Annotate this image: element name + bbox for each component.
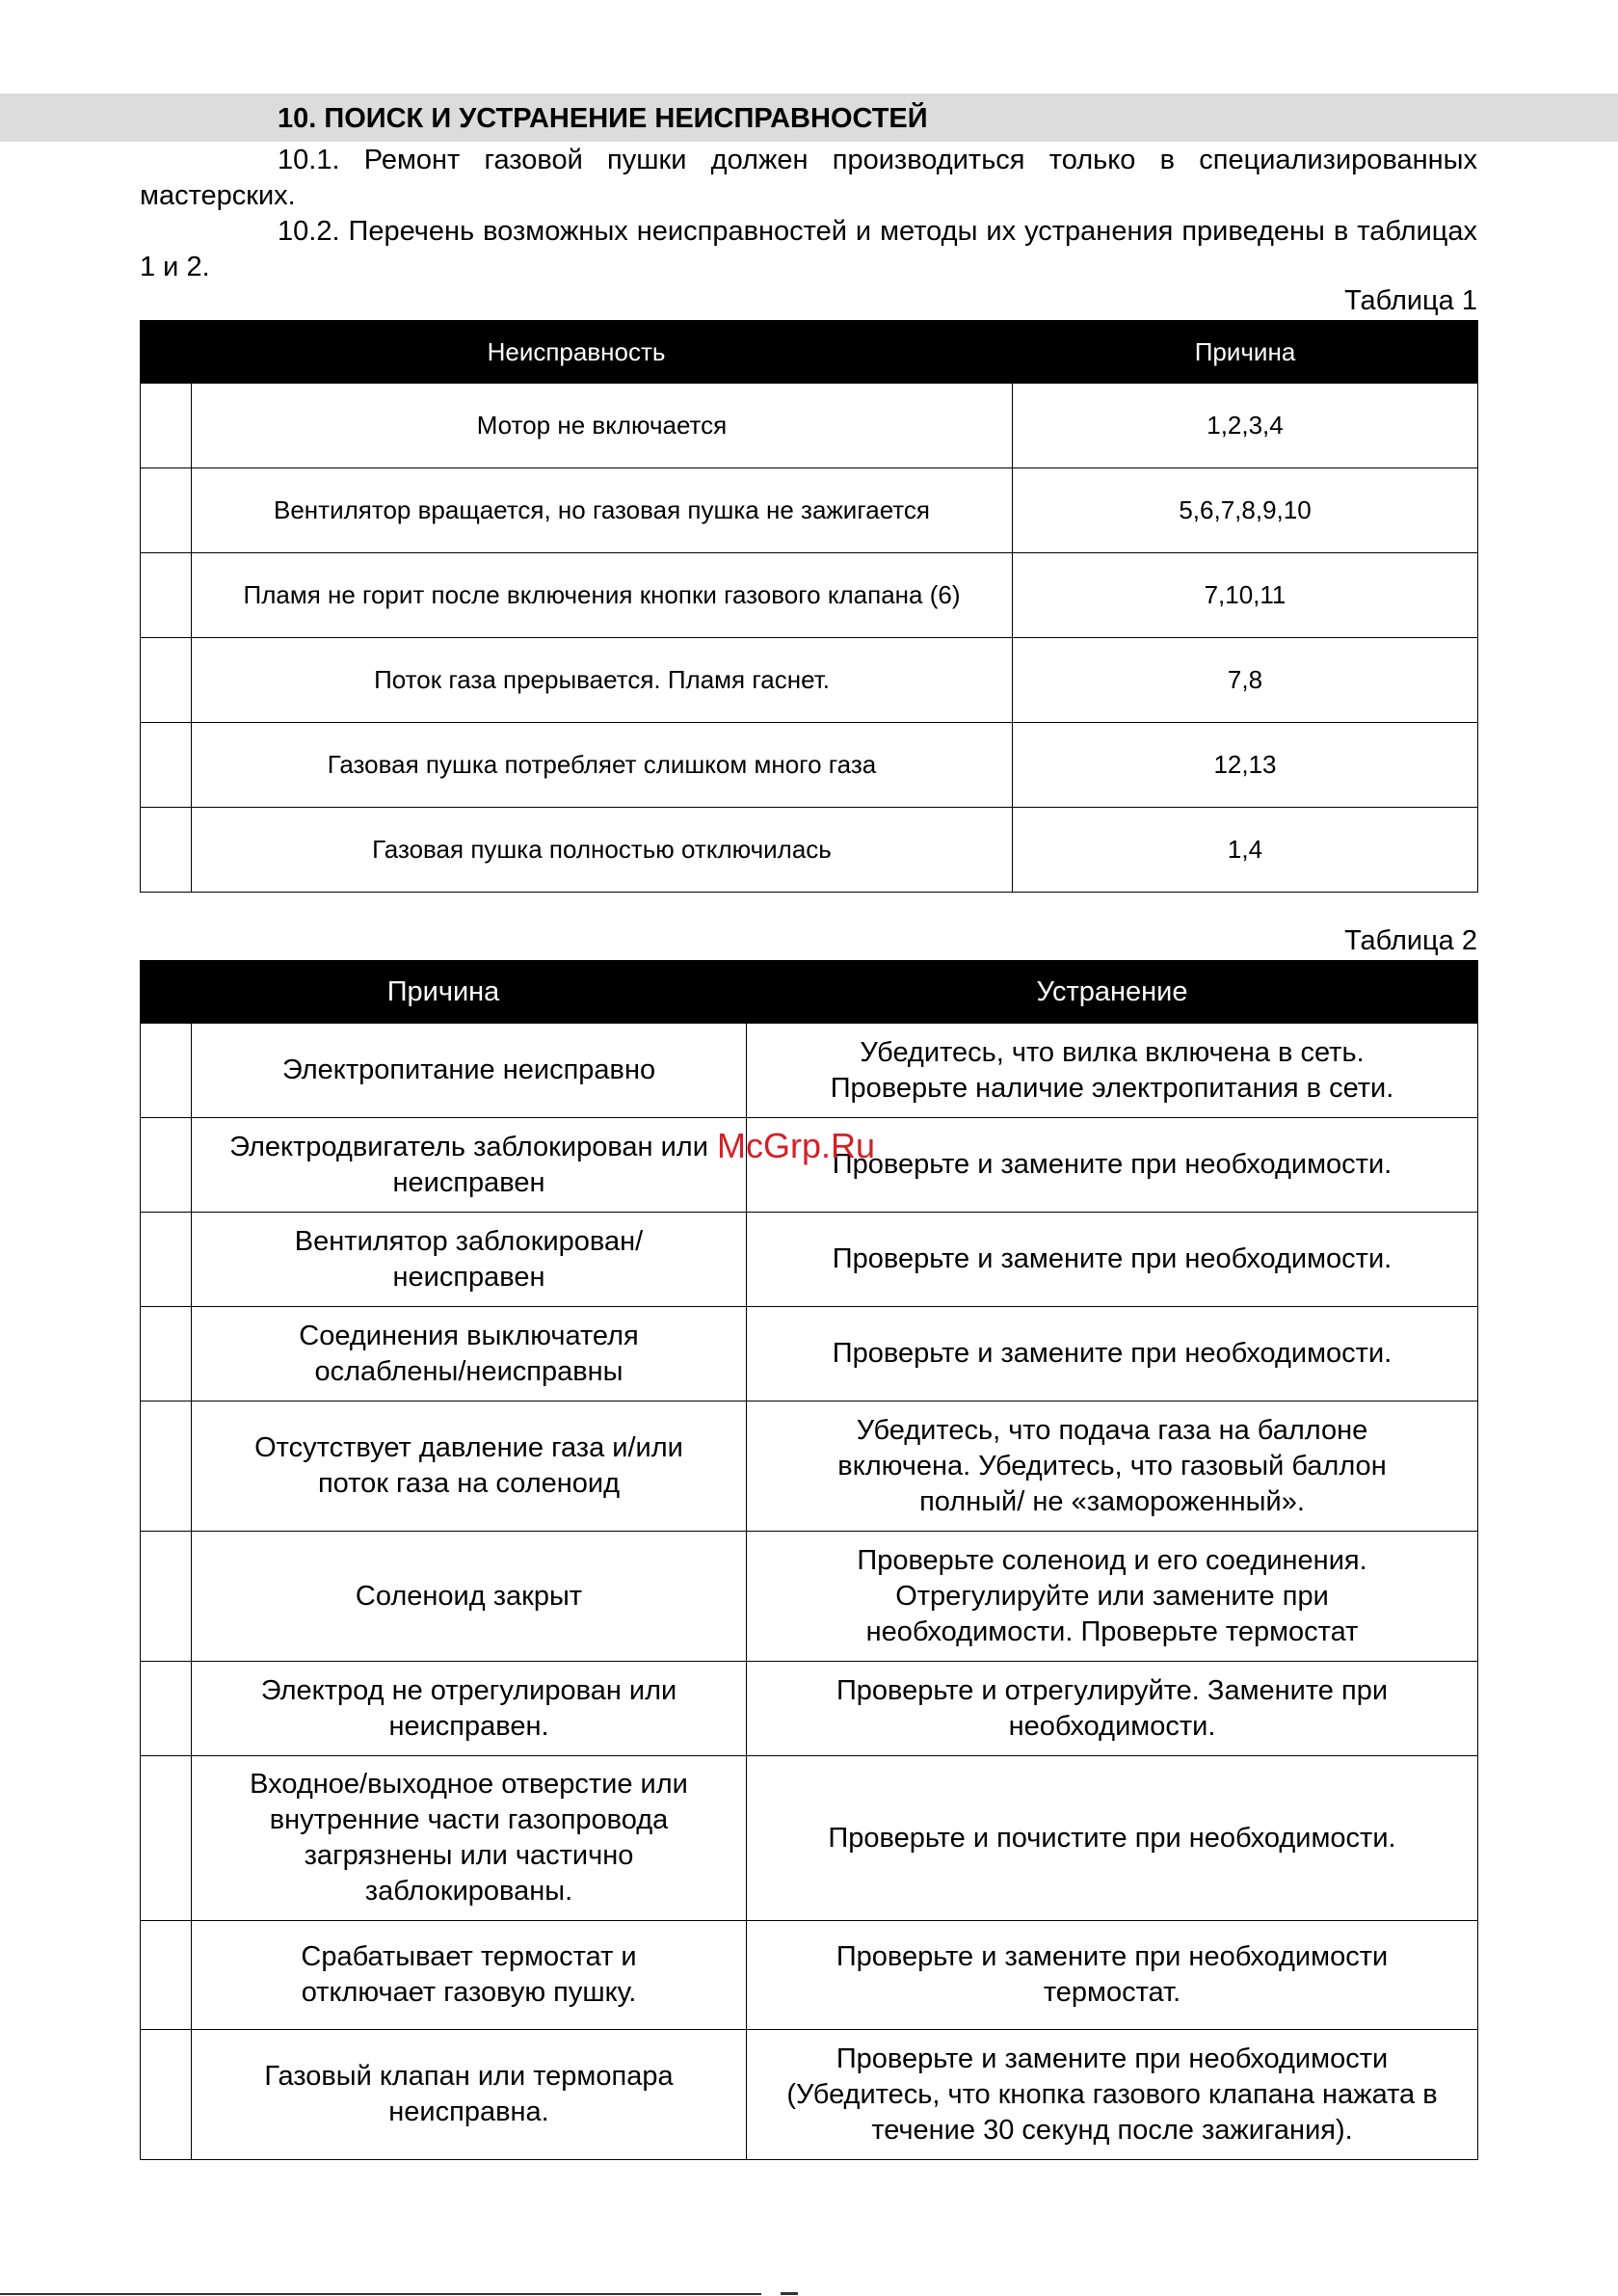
fix-cell: Проверьте и замените при необходимости. bbox=[747, 1307, 1478, 1402]
row-number-cell bbox=[141, 1921, 192, 2030]
row-number-cell bbox=[141, 1532, 192, 1662]
header-fault: Неисправность bbox=[141, 321, 1013, 384]
cause-cell: 1,2,3,4 bbox=[1013, 384, 1478, 468]
row-number-cell bbox=[141, 638, 192, 723]
fix-cell: Проверьте и замените при необходимости (Убедитесь, что кнопка газового клапана нажата в течение 30 секунд после зажигания). bbox=[747, 2030, 1478, 2160]
cause-cell: 12,13 bbox=[1013, 723, 1478, 808]
table-row bbox=[141, 723, 1478, 808]
fix-cell: Убедитесь, что вилка включена в сеть. Проверьте наличие электропитания в сети. bbox=[747, 1024, 1478, 1118]
cause-cell: Электрод не отрегулирован или неисправен. bbox=[192, 1662, 747, 1756]
row-number-cell bbox=[141, 468, 192, 553]
fix-cell: Проверьте и замените при необходимости термостат. bbox=[747, 1921, 1478, 2030]
row-number-cell bbox=[141, 1118, 192, 1213]
row-number-cell bbox=[141, 553, 192, 638]
row-number-cell bbox=[141, 384, 192, 468]
watermark: McGrp.Ru bbox=[717, 1126, 876, 1165]
fix-cell: Проверьте и замените при необходимости. bbox=[747, 1213, 1478, 1307]
header-cause: Причина bbox=[141, 961, 747, 1024]
cause-cell: 7,10,11 bbox=[1013, 553, 1478, 638]
fault-cell: Газовая пушка потребляет слишком много газа bbox=[192, 723, 1013, 808]
table-row bbox=[141, 1402, 1478, 1532]
row-number-cell bbox=[141, 2030, 192, 2160]
cause-cell: Электропитание неисправно bbox=[192, 1024, 747, 1118]
fix-cell: Проверьте и отрегулируйте. Замените при необходимости. bbox=[747, 1662, 1478, 1756]
fault-cell: Мотор не включается bbox=[192, 384, 1013, 468]
table-row bbox=[141, 553, 1478, 638]
table-row bbox=[141, 1307, 1478, 1402]
cause-cell: Соленоид закрыт bbox=[192, 1532, 747, 1662]
cause-cell: Срабатывает термостат и отключает газовую пушку. bbox=[192, 1921, 747, 2030]
row-number-cell bbox=[141, 808, 192, 893]
paragraph-10-2: 10.2. Перечень возможных неисправностей и методы их устранения приведены в таблицах 1 и 2. bbox=[140, 216, 1477, 282]
cause-cell: Соединения выключателя ослаблены/неисправны bbox=[192, 1307, 747, 1402]
row-number-cell bbox=[141, 1402, 192, 1532]
cause-cell: Отсутствует давление газа и/или поток газа на соленоид bbox=[192, 1402, 747, 1532]
cause-cell: 5,6,7,8,9,10 bbox=[1013, 468, 1478, 553]
row-number-cell bbox=[141, 1024, 192, 1118]
table-row bbox=[141, 1213, 1478, 1307]
header-cause: Причина bbox=[1013, 321, 1478, 384]
table-row bbox=[141, 1662, 1478, 1756]
table-row bbox=[141, 468, 1478, 553]
fault-cell: Вентилятор вращается, но газовая пушка не зажигается bbox=[192, 468, 1013, 553]
cause-cell: Вентилятор заблокирован/неисправен bbox=[192, 1213, 747, 1307]
fault-cell: Пламя не горит после включения кнопки газового клапана (6) bbox=[192, 553, 1013, 638]
footer-mark bbox=[781, 2292, 798, 2295]
footer-rule bbox=[0, 2293, 761, 2295]
paragraph-10-1: 10.1. Ремонт газовой пушки должен производиться только в специализированных мастерских. bbox=[140, 145, 1477, 211]
fix-cell: Проверьте и почистите при необходимости. bbox=[747, 1756, 1478, 1921]
table-row bbox=[141, 2030, 1478, 2160]
table-header-row bbox=[141, 961, 1478, 1024]
cause-cell: Входное/выходное отверстие или внутренние части газопровода загрязнены или частично заблокированы. bbox=[192, 1756, 747, 1921]
row-number-cell bbox=[141, 723, 192, 808]
row-number-cell bbox=[141, 1756, 192, 1921]
faults-table bbox=[140, 320, 1478, 893]
cause-cell: 7,8 bbox=[1013, 638, 1478, 723]
table-row bbox=[141, 1024, 1478, 1118]
cause-cell: Электродвигатель заблокирован или неисправен bbox=[192, 1118, 747, 1213]
table-row bbox=[141, 1532, 1478, 1662]
fault-cell: Поток газа прерывается. Пламя гаснет. bbox=[192, 638, 1013, 723]
fault-cell: Газовая пушка полностью отключилась bbox=[192, 808, 1013, 893]
table-header-row bbox=[141, 321, 1478, 384]
section-title: 10. ПОИСК И УСТРАНЕНИЕ НЕИСПРАВНОСТЕЙ bbox=[278, 103, 928, 134]
table-row bbox=[141, 1921, 1478, 2030]
row-number-cell bbox=[141, 1307, 192, 1402]
table1-caption: Таблица 1 bbox=[1344, 285, 1477, 316]
row-number-cell bbox=[141, 1662, 192, 1756]
fix-cell: Проверьте соленоид и его соединения. Отрегулируйте или замените при необходимости. Проверьте термостат bbox=[747, 1532, 1478, 1662]
table-row bbox=[141, 638, 1478, 723]
cause-cell: 1,4 bbox=[1013, 808, 1478, 893]
fix-cell: Проверьте и замените при необходимости. bbox=[747, 1118, 1478, 1213]
table-row bbox=[141, 384, 1478, 468]
table-row bbox=[141, 1756, 1478, 1921]
row-number-cell bbox=[141, 1213, 192, 1307]
cause-cell: Газовый клапан или термопара неисправна. bbox=[192, 2030, 747, 2160]
fix-cell: Убедитесь, что подача газа на баллоне включена. Убедитесь, что газовый баллон полный/ не «замороженный». bbox=[747, 1402, 1478, 1532]
table-row bbox=[141, 808, 1478, 893]
table2-caption: Таблица 2 bbox=[1344, 925, 1477, 956]
header-fix: Устранение bbox=[747, 961, 1478, 1024]
